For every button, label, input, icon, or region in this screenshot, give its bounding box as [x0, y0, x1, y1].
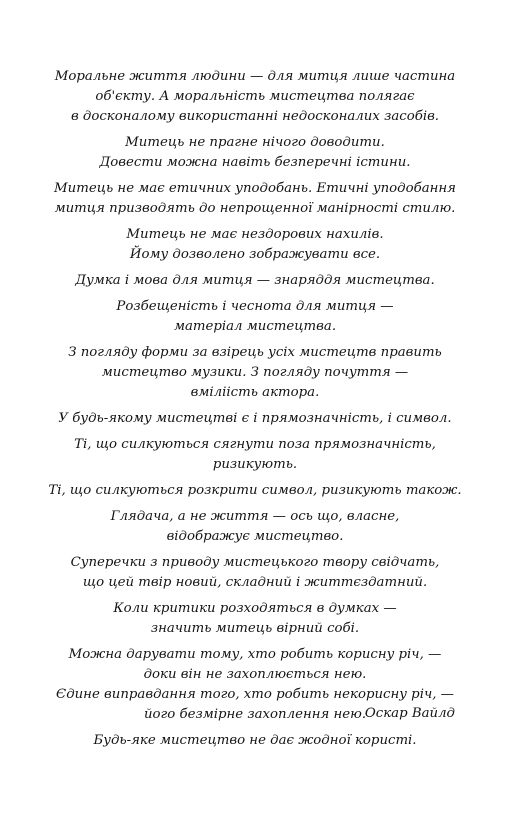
text-line: Ті, що силкуються розкрити символ, ризикують також.	[48, 483, 462, 498]
aphorisms	[40, 67, 470, 757]
text-line: У будь-якому мистецтві є і прямозначність, і символ.	[58, 411, 452, 426]
text-line: Ті, що силкуються сягнути поза прямозначність,	[74, 437, 436, 452]
text-line: Моральне життя людини — для митця лише частина	[54, 69, 456, 84]
text-line: Суперечки з приводу мистецького твору свідчать,	[70, 555, 440, 570]
text-line: Митець не має етичних уподобань. Етичні уподобання	[54, 181, 456, 196]
paragraph-10	[40, 481, 470, 501]
text-line: Можна дарувати тому, хто робить корисну річ, —	[68, 647, 442, 662]
text-line: доки він не захоплюється нею.	[143, 667, 367, 682]
text-line: матеріал мистецтва.	[173, 319, 337, 334]
paragraph-6	[40, 297, 470, 337]
author-signature: Оскар Вайлд	[364, 706, 455, 721]
paragraph-12	[40, 553, 470, 593]
text-line: його безмірне захоплення нею.	[143, 707, 367, 722]
text-line: Митець не має нездорових нахилів.	[126, 227, 384, 242]
text-line: Розбещеність і чеснота для митця —	[116, 299, 394, 314]
text-line: Глядача, а не життя — ось що, власне,	[110, 509, 400, 524]
text-line: З погляду форми за взірець усіх мистецтв править	[68, 345, 442, 360]
text-line: митця призводять до непрощенної манірності стилю.	[54, 201, 456, 216]
text-line: Думка і мова для митця — знаряддя мистецтва.	[75, 273, 435, 288]
text-line: відображує мистецтво.	[166, 529, 344, 544]
text-line: мистецтво музики. З погляду почуття —	[101, 365, 409, 380]
paragraph-7	[40, 343, 470, 403]
text-line: вміліість актора.	[190, 385, 320, 400]
text-line: Митець не прагне нічого доводити.	[125, 135, 385, 150]
text-line: ризикують.	[212, 457, 298, 472]
text-line: в досконалому використанні недосконалих засобів.	[70, 109, 440, 124]
text-line: об'єкту. А моральність мистецтва полягає	[95, 89, 415, 104]
paragraph-3	[40, 179, 470, 219]
paragraph-1	[40, 67, 470, 127]
text-line: Йому дозволено зображувати все.	[129, 247, 381, 262]
text-line: Будь-яке мистецтво не дає жодної користі.	[93, 733, 417, 748]
paragraph-11	[40, 507, 470, 547]
text-line: Коли критики розходяться в думках —	[113, 601, 397, 616]
paragraph-9	[40, 435, 470, 475]
paragraph-2	[40, 133, 470, 173]
text-line: Єдине виправдання того, хто робить некорисну річ, —	[56, 687, 454, 702]
paragraph-8	[40, 409, 470, 429]
text-line: що цей твір новий, складний і життєздатний.	[82, 575, 428, 590]
text-line: значить митець вірний собі.	[150, 621, 360, 636]
paragraph-13	[40, 599, 470, 639]
paragraph-5	[40, 271, 470, 291]
text-line: Довести можна навіть безперечні істини.	[99, 155, 411, 170]
paragraph-15	[40, 731, 470, 751]
paragraph-4	[40, 225, 470, 265]
